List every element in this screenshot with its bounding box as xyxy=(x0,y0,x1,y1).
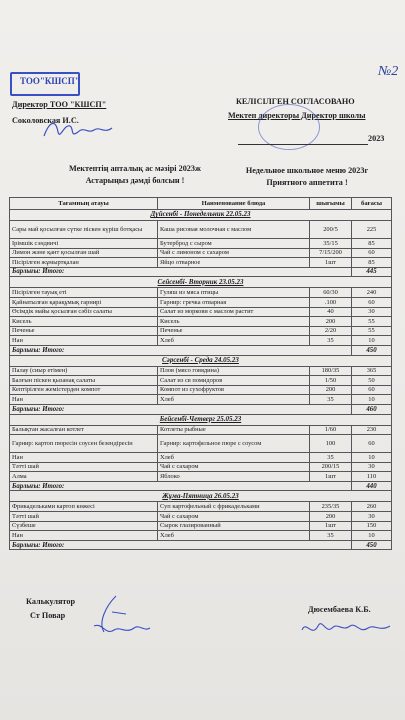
dish-row xyxy=(10,248,392,258)
dish-row xyxy=(10,385,392,395)
director-title: Директор ТОО "КШСП" xyxy=(12,100,107,109)
dish-name-ru: Хлеб xyxy=(158,531,310,541)
dish-row xyxy=(10,366,392,376)
dish-name-kz: Нан xyxy=(10,395,158,405)
dish-price: 60 xyxy=(352,248,392,258)
approval-year: 2023 xyxy=(368,134,385,143)
subtitle-kz: Астарыңыз дәмді болсын ! xyxy=(85,176,185,185)
dish-price: 225 xyxy=(352,221,392,239)
dish-price: 50 xyxy=(352,376,392,386)
dish-price: 60 xyxy=(352,297,392,307)
dish-row xyxy=(10,512,392,522)
header-ru: Наименование блюда xyxy=(158,198,310,210)
dish-name-kz: Пісірілген тауық еті xyxy=(10,288,158,298)
dish-row xyxy=(10,258,392,268)
dish-yield: .100 xyxy=(310,297,352,307)
total-label: Барлығы: Итого: xyxy=(10,404,352,414)
dish-price: 30 xyxy=(352,512,392,522)
day-name: Сейсенбі- Вторник 23.05.23 xyxy=(10,277,392,288)
dish-name-ru: Яблоко xyxy=(158,472,310,482)
company-name: ТОО"КШСП" xyxy=(20,76,80,86)
dish-row xyxy=(10,317,392,327)
dish-row xyxy=(10,297,392,307)
signature-line xyxy=(238,144,368,145)
dish-yield: 35/15 xyxy=(310,239,352,249)
dish-name-kz: Гарнир: картоп пюресін соусен безендіресін xyxy=(10,435,158,453)
dish-name-kz: Сары май қосылған сүтке піскен күріш ботқасы xyxy=(10,221,158,239)
dish-name-ru: Чай с сахаром xyxy=(158,512,310,522)
dish-yield: 100 xyxy=(310,435,352,453)
dish-price: 150 xyxy=(352,521,392,531)
dish-name-ru: Гуляш из мяса птицы xyxy=(158,288,310,298)
dish-row xyxy=(10,376,392,386)
title-kz: Мектептің апталық ас мәзірі 2023ж xyxy=(69,164,201,173)
total-label: Барлығы: Итого: xyxy=(10,540,352,550)
day-name: Дүйсенбі - Понедельник 22.05.23 xyxy=(10,210,392,221)
dish-yield: 1шт xyxy=(310,258,352,268)
dish-yield: 200 xyxy=(310,385,352,395)
dish-row xyxy=(10,326,392,336)
dish-name-ru: Яйцо отварное xyxy=(158,258,310,268)
day-header-row xyxy=(10,277,392,288)
dish-name-kz: Печенье xyxy=(10,326,158,336)
dish-price: 30 xyxy=(352,307,392,317)
dish-row xyxy=(10,521,392,531)
total-label: Барлығы: Итого: xyxy=(10,481,352,491)
dish-row xyxy=(10,221,392,239)
dish-price: 240 xyxy=(352,288,392,298)
footer-chef: Ст Повар xyxy=(30,611,66,620)
total-value: 460 xyxy=(352,404,392,414)
corner-mark: №2 xyxy=(378,64,399,79)
dish-name-kz: Пісірілген жұмыртқалан xyxy=(10,258,158,268)
dish-yield: 40 xyxy=(310,307,352,317)
dish-yield: 200 xyxy=(310,512,352,522)
total-label: Барлығы: Итого: xyxy=(10,345,352,355)
dish-name-kz: Нан xyxy=(10,453,158,463)
total-row xyxy=(10,267,392,277)
dish-yield: 35 xyxy=(310,453,352,463)
total-value: 440 xyxy=(352,481,392,491)
total-row xyxy=(10,481,392,491)
dish-row xyxy=(10,462,392,472)
dish-name-ru: Салат из моркови с маслом растит xyxy=(158,307,310,317)
dish-name-ru: Хлеб xyxy=(158,336,310,346)
dish-name-ru: Котлеты рыбные xyxy=(158,425,310,435)
dish-row xyxy=(10,531,392,541)
dish-price: 55 xyxy=(352,326,392,336)
dish-price: 10 xyxy=(352,336,392,346)
dish-name-kz: Кисель xyxy=(10,317,158,327)
dish-row xyxy=(10,395,392,405)
dish-yield: 1шт xyxy=(310,521,352,531)
signature-left xyxy=(40,116,120,144)
dish-name-ru: Суп картофельный с фрикадельками xyxy=(158,502,310,512)
dish-yield: 35 xyxy=(310,531,352,541)
dish-row xyxy=(10,472,392,482)
total-label: Барлығы: Итого: xyxy=(10,267,352,277)
dish-name-kz: Сүзбеше xyxy=(10,521,158,531)
header-kz: Тағамның атауы xyxy=(10,198,158,210)
dish-yield: 60/30 xyxy=(310,288,352,298)
dish-name-kz: Палау (сиыр етімен) xyxy=(10,366,158,376)
dish-row xyxy=(10,502,392,512)
header-price: бағасы xyxy=(352,198,392,210)
dish-price: 10 xyxy=(352,395,392,405)
dish-row xyxy=(10,453,392,463)
dish-price: 60 xyxy=(352,435,392,453)
dish-name-ru: Сырок глазированный xyxy=(158,521,310,531)
day-name: Бейсенбі-Четверг 25.05.23 xyxy=(10,414,392,425)
dish-name-ru: Гарнир: картофельное пюре с соусом xyxy=(158,435,310,453)
dish-price: 365 xyxy=(352,366,392,376)
dish-price: 85 xyxy=(352,239,392,249)
dish-price: 55 xyxy=(352,317,392,327)
footer-calculator: Калькулятор xyxy=(26,597,75,606)
dish-name-kz: Нан xyxy=(10,531,158,541)
dish-yield: 200 xyxy=(310,317,352,327)
dish-yield: 1/50 xyxy=(310,376,352,386)
dish-name-ru: Кисель xyxy=(158,317,310,327)
header-yield: шығымы xyxy=(310,198,352,210)
dish-name-kz: Алма xyxy=(10,472,158,482)
title-ru: Недельное школьное меню 2023г xyxy=(245,166,369,175)
dish-yield: 35 xyxy=(310,336,352,346)
dish-price: 260 xyxy=(352,502,392,512)
dish-row xyxy=(10,288,392,298)
dish-name-ru: Хлеб xyxy=(158,395,310,405)
dish-yield: 235/35 xyxy=(310,502,352,512)
dish-name-kz: Балғын піскен қызанақ салаты xyxy=(10,376,158,386)
dish-name-kz: Балықтан жасалған котлет xyxy=(10,425,158,435)
total-value: 450 xyxy=(352,540,392,550)
dish-price: 60 xyxy=(352,385,392,395)
menu-table xyxy=(9,197,392,550)
director-name: Соколовская И.С. xyxy=(12,116,79,125)
dish-name-ru: Бутерброд с сыром xyxy=(158,239,310,249)
dish-name-kz: Фрикадельками картоп көжесі xyxy=(10,502,158,512)
dish-name-kz: Қайнатылған қарақұмық гарнирі xyxy=(10,297,158,307)
dish-name-kz: Лимон және қант қосылған шай xyxy=(10,248,158,258)
dish-row xyxy=(10,425,392,435)
dish-price: 110 xyxy=(352,472,392,482)
dish-name-ru: Компот из сухофруктов xyxy=(158,385,310,395)
dish-name-ru: Салат из св помидоров xyxy=(158,376,310,386)
dish-price: 10 xyxy=(352,531,392,541)
subtitle-ru: Приятного аппетита ! xyxy=(266,178,348,187)
day-header-row xyxy=(10,210,392,221)
approval-heading: КЕЛІСІЛГЕН СОГЛАСОВАНО xyxy=(236,97,355,106)
dish-yield: 2/20 xyxy=(310,326,352,336)
school-director-title: Мектеп директоры Директор школы xyxy=(228,111,366,120)
dish-price: 30 xyxy=(352,462,392,472)
dish-name-ru: Гарнир: гречка отварная xyxy=(158,297,310,307)
day-name: Сәрсенбі - Среда 24.05.23 xyxy=(10,355,392,366)
dish-yield: 180/35 xyxy=(310,366,352,376)
total-row xyxy=(10,404,392,414)
dish-yield: 35 xyxy=(310,395,352,405)
dish-yield: 7/15/200 xyxy=(310,248,352,258)
dish-name-ru: Плов (мясо говядина) xyxy=(158,366,310,376)
day-name: Жұма-Пятница 26.05.23 xyxy=(10,491,392,502)
dish-row xyxy=(10,239,392,249)
dish-row xyxy=(10,336,392,346)
dish-row xyxy=(10,435,392,453)
total-row xyxy=(10,540,392,550)
footer-director-name: Дюсембаева К.Б. xyxy=(308,605,371,614)
total-value: 445 xyxy=(352,267,392,277)
dish-yield: 1/60 xyxy=(310,425,352,435)
dish-name-ru: Чай с сахаром xyxy=(158,462,310,472)
day-header-row xyxy=(10,414,392,425)
dish-yield: 200/15 xyxy=(310,462,352,472)
total-row xyxy=(10,345,392,355)
day-header-row xyxy=(10,491,392,502)
dish-name-kz: Тәтті шай xyxy=(10,512,158,522)
dish-yield: 1шт xyxy=(310,472,352,482)
total-value: 450 xyxy=(352,345,392,355)
dish-name-ru: Печенье xyxy=(158,326,310,336)
dish-name-kz: Ірімшік сэндвичі xyxy=(10,239,158,249)
dish-price: 10 xyxy=(352,453,392,463)
dish-name-kz: Тәтті шай xyxy=(10,462,158,472)
signature-director xyxy=(298,612,398,642)
table-header-row xyxy=(10,198,392,210)
dish-yield: 200/5 xyxy=(310,221,352,239)
dish-name-ru: Хлеб xyxy=(158,453,310,463)
dish-name-ru: Чай с лимоном с сахаром xyxy=(158,248,310,258)
dish-price: 230 xyxy=(352,425,392,435)
dish-row xyxy=(10,307,392,317)
dish-price: 85 xyxy=(352,258,392,268)
day-header-row xyxy=(10,355,392,366)
dish-name-kz: Кептірілген жемістерден компот xyxy=(10,385,158,395)
dish-name-kz: Нан xyxy=(10,336,158,346)
dish-name-kz: Өсімдік майы қосылған сәбіз салаты xyxy=(10,307,158,317)
dish-name-ru: Каша рисовая молочная с маслом xyxy=(158,221,310,239)
signature-chef xyxy=(86,592,156,642)
